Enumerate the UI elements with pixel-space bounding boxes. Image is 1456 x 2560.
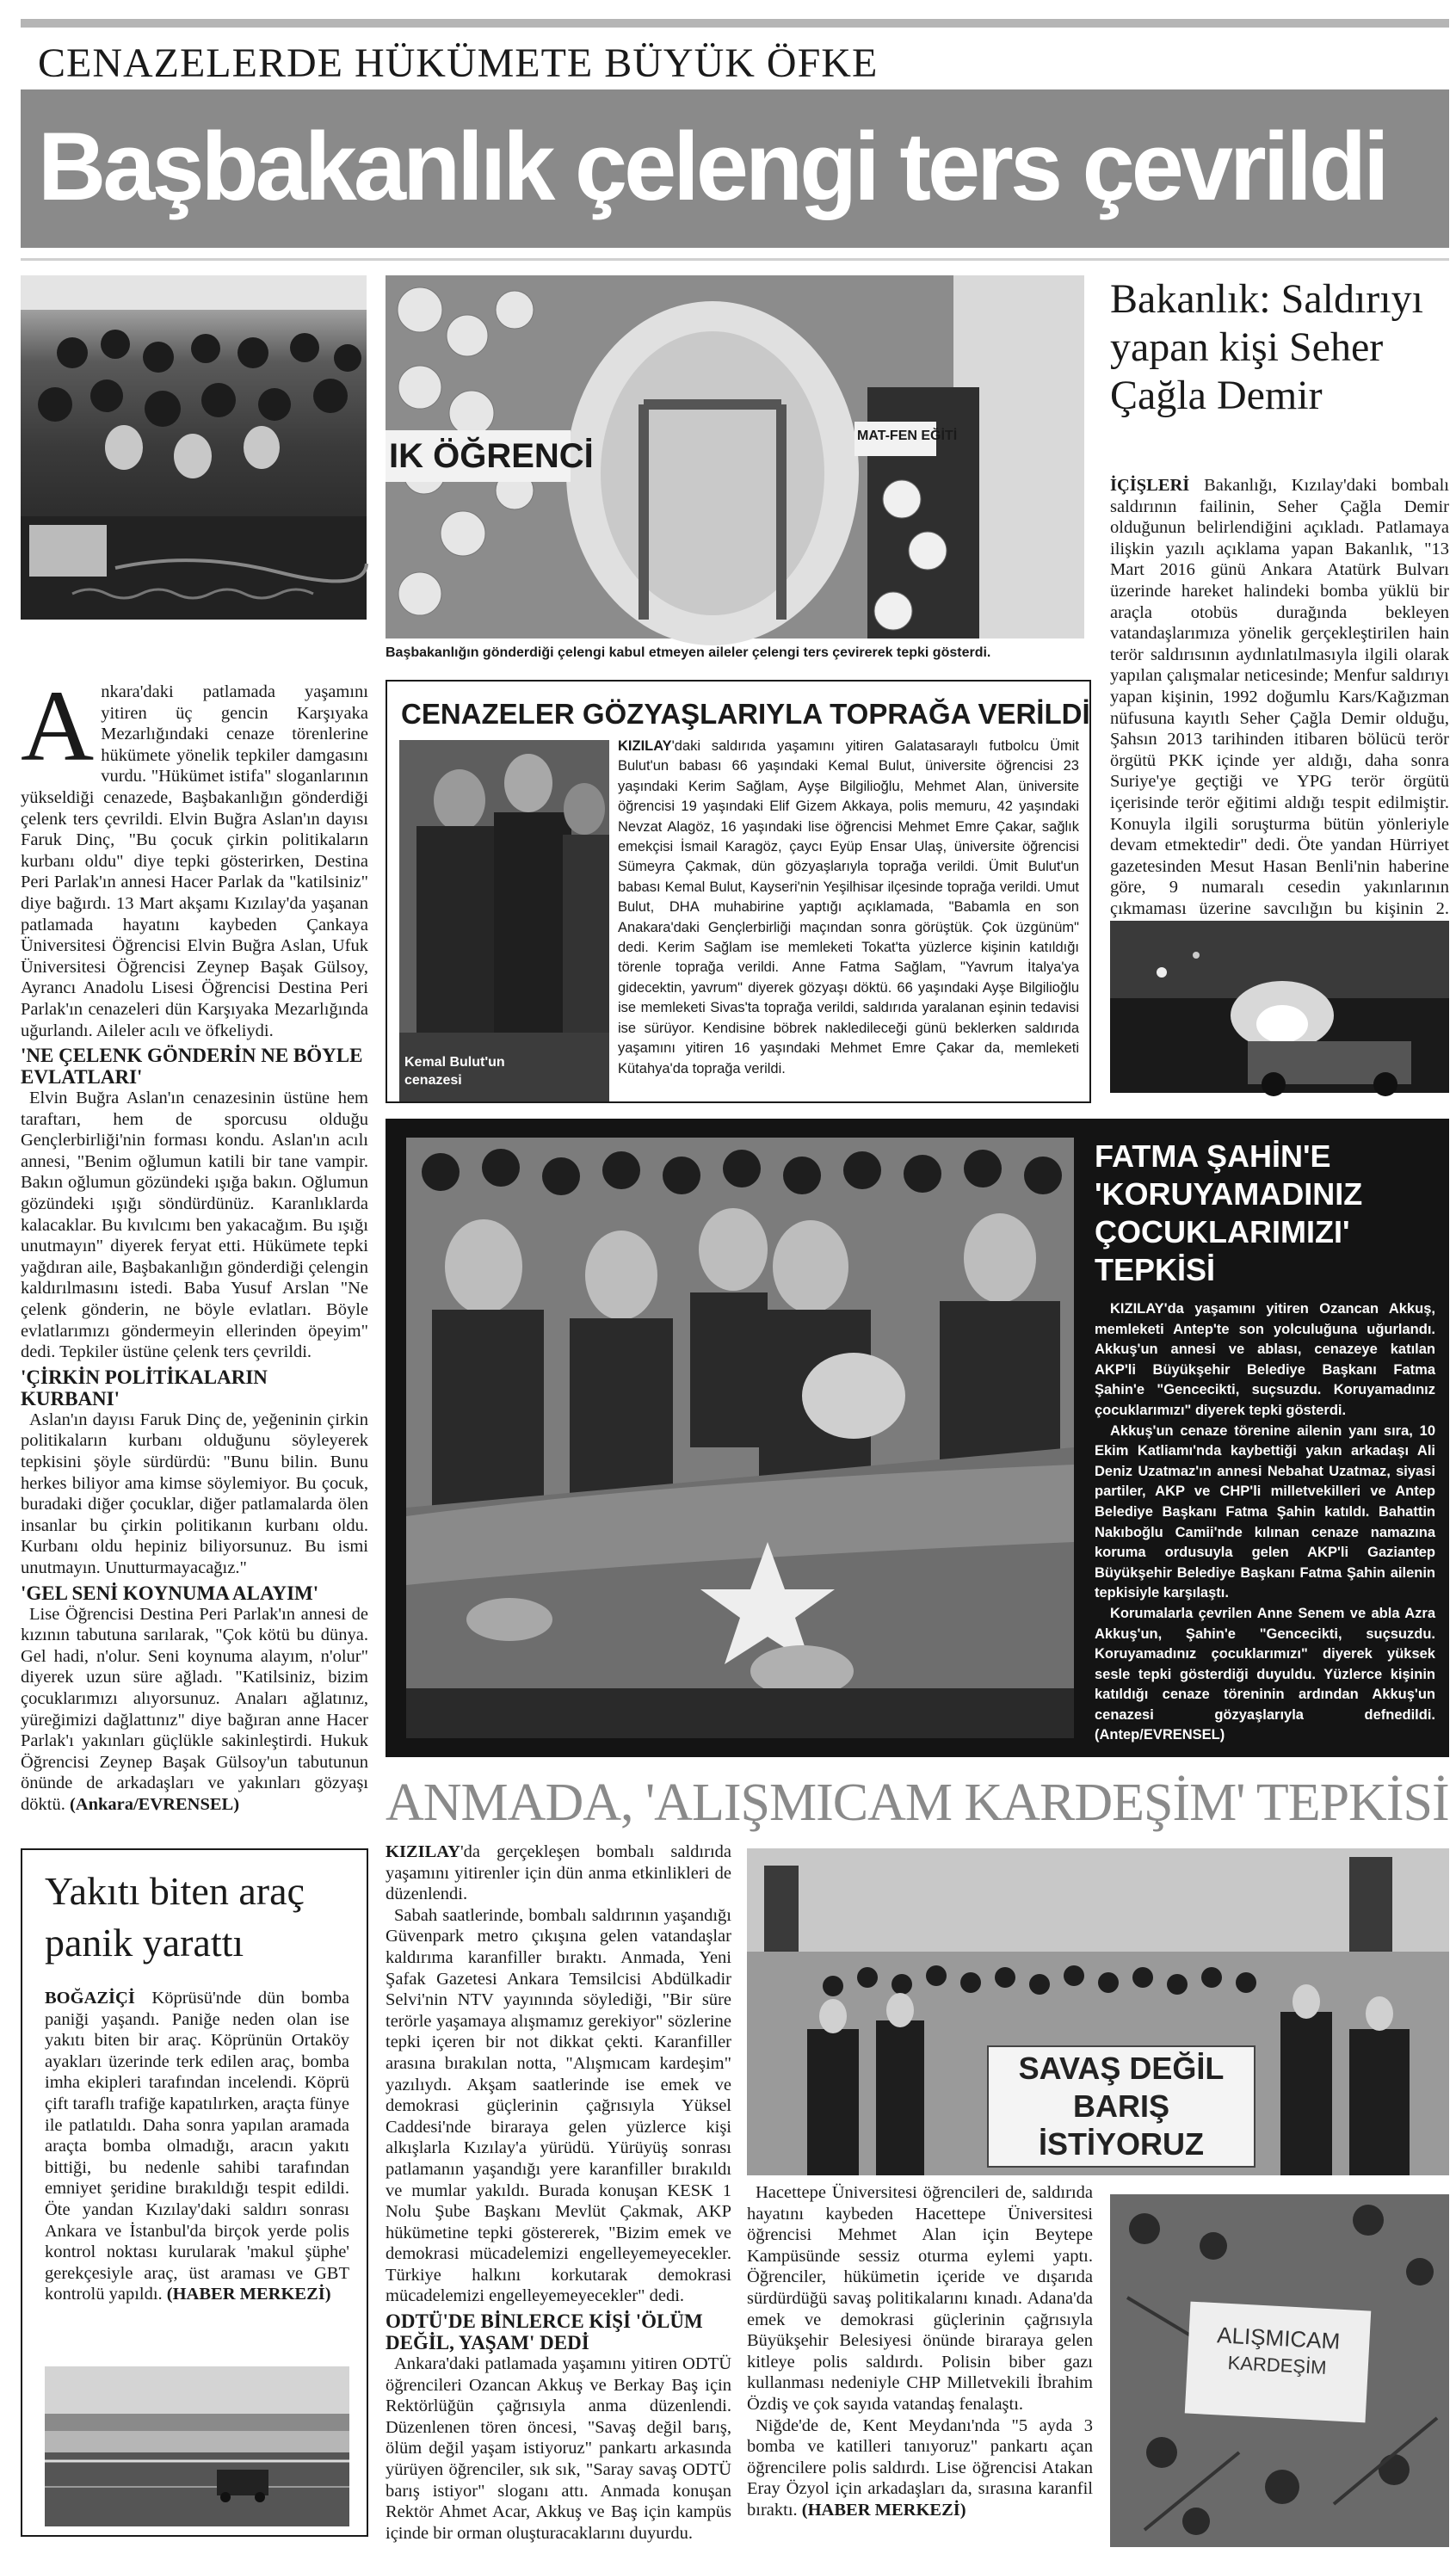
- main-story: [21, 669, 368, 1843]
- fatma-title-l1: FATMA ŞAHİN'E: [1095, 1138, 1331, 1174]
- note-line2: KARDEŞİM: [1227, 2351, 1328, 2378]
- fatma-title-l2: 'KORUYAMADINIZ: [1095, 1176, 1363, 1212]
- fatma-title: [1095, 1138, 1435, 1289]
- anmada-p5: Niğde'de de, Kent Meydanı'nda "5 ayda 3 bomba ve katilleri tanıyoruz" pankartı açan öğrencilere polis saldırdı. Lise öğrencisi Atakan Eray Özyol için arkadaşları da, sırasına karanfil bıraktı.: [747, 2415, 1093, 2520]
- photo-note: [1110, 2194, 1449, 2547]
- bakanlik-lead: İÇİŞLERİ: [1110, 476, 1190, 495]
- yakit-sign: (HABER MERKEZİ): [166, 2285, 331, 2304]
- kemal-caption: Kemal Bulut'un cenazesi: [404, 1055, 505, 1088]
- fatma-p3: Korumalarla çevrilen Anne Senem ve abla Azra Akkuş'un, Şahin'e "Gencecikti, suçsuzdu. Koruyamadınız çocuklarımızı" diyerek yüksek sesle tepki gösterdiği duyuldu. Yüzlerce kişinin katıldığı cenaze töreninin ardından Akkuş'un cenazesi gözyaşlarıyla defnedildi.: [1095, 1605, 1435, 1723]
- yakit-box: [21, 1848, 368, 2537]
- cenazeler-lead: KIZILAY: [618, 738, 672, 754]
- fatma-box: [386, 1119, 1449, 1757]
- dropcap: A: [21, 669, 95, 782]
- anmada-title: ANMADA, 'ALIŞMICAM KARDEŞİM' TEPKİSİ: [386, 1773, 1449, 1832]
- anmada-lead: KIZILAY: [386, 1842, 460, 1861]
- fatma-p2: Akkuş'un cenaze törenine ailenin yanı sıra, 10 Ekim Katliamı'nda kaybettiği yakın arkadaşı Ali Deniz Uzatmaz'ın annesi Nebahat Uzatmaz, siyasi partiler, AKP ve CHP'li milletvekilleri ve Antep Belediye Başkanı Fatma Şahin katıldı. Bahattin Nakıboğlu Camii'nde kılınan cenaze namazına koruma ordusuyla gelen AKP'li Gaziantep Büyükşehir Belediye Başkanı Fatma Şahin ailenin tepkisiyle karşılaştı.: [1095, 1422, 1435, 1601]
- bakanlik-body-text: Bakanlığı, Kızılay'daki bombalı saldırının failinin, Seher Çağla Demir olduğunun belirlendiğini açıkladı. Patlamaya ilişkin yazılı açıklama yapan Bakanlık, "13 Mart 2016 günü Ankara Atatürk Bulvarı üzerinde hareket halindeki bomba yüklü bir araçla otobüs durağında bekleyen vatandaşlarımıza yönelik gerçekleştirilen hain terör saldırısının aydınlatılmasıyla ilgili olarak yapılan çalışmalar neticesinde; Menfur saldırıyı yapan kişinin, 1992 doğumlu Kars/Kağızman nüfusuna kayıtlı Seher Çağla Demir olduğu, Şahsın 2013 tarihinden itibaren bölücü terör örgütü PKK içinde yer aldığı, daha sonra Suriye'ye geçtiği ve YPG terör örgütü içerisinde terör eğitimi aldığı tespit edilmiştir. Konuyla ilgili soruşturma bütün yönleriyle devam etmektedir" dedi. Öte yandan Hürriyet gazetesinden Mesut Hasan Benli'nin haberine göre, 9 numaralı cesedin yakınlarının çıkmaması üzerine savcılığın bu kişinin 2.: [1110, 476, 1449, 918]
- main-p1: nkara'daki patlamada yaşamını yitiren üç gencin Karşıyaka Mezarlığındaki cenaze törenlerine hükümete yönelik tepkiler damgasını vurdu. "Hükümet istifa" sloganlarının yükseldiği cenazede, Başbakanlığın gönderdiği çelenk ters çevrildi. Elvin Buğra Aslan'ın dayısı Faruk Dinç, "Bu çocuk çirkin politikaların kurbanı oldu" diye tepki gösterirken, Destina Peri Parlak'ın annesi Hacer Parlak da "katilsiniz" diye bağırdı. 13 Mart akşamı Kızılay'da yaşanan patlamada hayatını kaybeden Çankaya Üniversitesi Öğrencisi Elvin Buğra Aslan, Ufuk Üniversitesi Öğrencisi Zeynep Başak Gülsoy, Ayrancı Anadolu Lisesi Öğrencisi Destina Peri Parlak'ın cenazeleri dün Karşıyaka Mezarlığında uğurlandı. Aileler acılı ve öfkeliydi.: [21, 682, 368, 1040]
- anmada-p5-wrap: [747, 2415, 1093, 2521]
- banner-line1: SAVAŞ DEĞİL: [1018, 2051, 1225, 2086]
- photo-burning-car: [1110, 921, 1449, 1093]
- photo-mourners: [21, 275, 367, 620]
- photo-kemal-bulut: [399, 740, 609, 1101]
- wreath-ribbon-right: MAT-FEN EĞİTİ: [857, 429, 958, 443]
- banner-line3: İSTİYORUZ: [1038, 2126, 1204, 2162]
- main-sub2: 'ÇİRKİN POLİTİKALARIN KURBANI': [21, 1366, 268, 1410]
- anmada-sign: (HABER MERKEZİ): [801, 2500, 966, 2520]
- bridge-illustration: [45, 2366, 349, 2526]
- anmada-p3: Ankara'daki patlamada yaşamını yitiren ODTÜ öğrencileri Ozancan Akkuş ve Berkay Baş için Rektörlüğün çağrısıyla anma düzenlendi. Düzenlenen tören öncesi, "Savaş değil barış, ölüm değil yaşam istiyoruz" pankartı arkasında yürüyen öğrenciler, sık sık, "Saray savaş ODTÜ barış istiyor" sloganı attı. Anmada konuşan Rektör Ahmet Acar, Akkuş ve Baş için kampüs içinde bir orman oluşturacaklarını duyurdu.: [386, 2354, 731, 2543]
- yakit-body: [45, 1988, 349, 2349]
- note-line1: ALIŞMICAM: [1216, 2322, 1341, 2354]
- funeral-flag-illustration: [406, 1138, 1074, 1738]
- main-sign: (Ankara/EVRENSEL): [69, 1794, 240, 1814]
- bakanlik-body: [1110, 475, 1449, 918]
- anmada-col1: [386, 1841, 731, 2547]
- anmada-col2: [747, 2182, 1093, 2547]
- anmada-p1-wrap: [386, 1841, 731, 1905]
- main-p4: [21, 1604, 368, 1816]
- banner: [990, 2050, 1253, 2163]
- banner-line2: BARIŞ: [1072, 2088, 1169, 2124]
- note-text: [1194, 2319, 1360, 2383]
- cenazeler-title: CENAZELER GÖZYAŞLARIYLA TOPRAĞA VERİLDİ: [401, 698, 1090, 730]
- header-bottom-rule: [21, 258, 1449, 261]
- top-rule: [21, 19, 1449, 28]
- headline: Başbakanlık çelengi ters çevrildi: [38, 113, 1386, 220]
- burning-car-illustration: [1110, 921, 1449, 1093]
- fatma-p3-wrap: [1095, 1604, 1435, 1746]
- cenazeler-box: [386, 680, 1091, 1103]
- bakanlik-text: [1110, 475, 1449, 962]
- photo-bridge: [45, 2366, 349, 2526]
- mourners-illustration: [21, 275, 367, 620]
- yakit-text: [45, 1988, 349, 2305]
- anmada-sub: ODTÜ'DE BİNLERCE KİŞİ 'ÖLÜM DEĞİL, YAŞAM' DEDİ: [386, 2310, 703, 2354]
- kicker: CENAZELERDE HÜKÜMETE BÜYÜK ÖFKE: [38, 40, 879, 86]
- cenazeler-body-text: 'daki saldırıda yaşamını yitiren Galatasaraylı futbolcu Ümit Bulut'un babası 66 yaşındaki Kemal Bulut, üniversite öğrencisi 23 yaşındaki Kerim Sağlam, Ayşe Bilgilioğlu, Mehmet Alan, üniversite öğrencisi 19 yaşındaki Elif Gizem Akkaya, polis memuru, 42 yaşındaki Nevzat Alagöz, 16 yaşındaki lise öğrencisi Mehmet Emre Çakar, sağlık emekçisi İsmail Karagöz, çaycı Eyüp Ensar Ulaş, üniversite öğrencisi Sümeyra Çakmak, dün gözyaşlarıyla toprağa verildi. Ümit Bulut'un babası Kemal Bulut, Kayseri'nin Yeşilhisar ilçesinde toprağa verildi. Umut Bulut, DHA muhabirine yaptığı açıklamada, "Babamla en son Anakara'daki Gençlerbirliği maçından sonra görüştük. Çok üzgünüm" dedi. Kerim Sağlam ise memleketi Tokat'ta yüzlerce kişinin katıldığı törenle toprağa verildi. Anne Fatma Sağlam, "Yavrum İtalya'ya gidecektin, yavrum" diyerek gözyaşı döktü. 66 yaşındaki Ayşe Bilgilioğlu ise memleketi Sivas'ta toprağa verildi, saldırıda yaralanan eşinin tedavisi ise sürüyor. Kendisine böbrek nakledileceği günü beklerken saldırıda yaşamını yitiren 16 yaşındaki Mehmet Emre Çakar da, memleketi Kütahya'da toprağa verildi.: [618, 738, 1079, 1076]
- yakit-body-text: Köprüsü'nde dün bomba paniği yaşandı. Paniğe neden olan ise yakıtı biten bir araç. Köprünün Ortaköy ayakları üzerinde terk edilen araç, bomba imha ekipleri tarafından incelendi. Köprü çift taraflı trafiğe kapatılırken, araçta fünye ile patlatıldı. Daha sonra yapılan aramada araçta bomba olmadığı, aracın yakıtı bittiği, bu nedenle sahibi tarafından emniyet şeridine bırakıldığı tespit edildi. Öte yandan Kızılay'daki saldırı sonrası Ankara ve İstanbul'da birçok yerde polis kontrol noktası kurularak 'makul şüphe' gerekçesiyle araç, üst araması ve GBT kontrolü yapıldı.: [45, 1989, 349, 2304]
- yakit-title: Yakıtı biten araç panik yarattı: [45, 1869, 305, 1965]
- photo-funeral-flag: [406, 1138, 1074, 1738]
- main-p4-text: Lise Öğrencisi Destina Peri Parlak'ın annesi de kızının tabutuna sarılarak, "Çok kötü bu dünya. Gel hadi, n'olur. Seni koynuma alayım, n'olur" diyerek uzun süre ağladı. "Katilsiniz, bizim çocuklarımızı alıyorsunuz. Anaları ağlatınız, yüreğimizi dağlattınız" diye bağıran anne Hacer Parlak'ı yakınları güçlükle sakinleştirdi. Hukuk Öğrencisi Zeynep Başak Gülsoy'un tabutunun önünde de arkadaşları ve yakınları gözyaşı döktü.: [21, 1604, 368, 1814]
- anmada-p2: Sabah saatlerinde, bombalı saldırının yaşandığı Güvenpark metro çıkışına gelen vatandaşlar kaldırıma karanfiller bıraktı. Anmada, Yeni Şafak Gazetesi Ankara Temsilcisi Abdülkadir Selvi'nin NTV yayınında söylediği, "Bir süre terörle yaşamaya alışmamız gerekiyor" sözlerine tepki içeren bir not dikkat çekti. Karanfiller arasına bırakılan notta, "Alışmıcam kardeşim" yazılıydı. Akşam saatlerinde ise emek ve demokrasi güçlerinin çağrısıyla Yüksel Caddesi'nde biraraya gelen yüzlerce kişi alkışlarla Kızılay'a yürüdü. Yürüyüş sonrası patlamanın yaşandığı yere karanfiller bırakıldı ve mumlar yakıldı. Burada konuşan KESK 1 Nolu Şube Başkanı Mevlüt Çakmak, AKP hükümetine tepki göstererek, "Bizim emek ve demokrasi mücadelemizi engelleyemeyecekler. Türkiye halkını korkutarak demokrasi mücadelemizi engelleyemeyecekler" dedi.: [386, 1905, 731, 2306]
- main-p2: Elvin Buğra Aslan'ın cenazesinin üstüne hem taraftarı, hem de sporcusu olduğu Gençlerbirliği'nin forması kondu. Aslan'ın acılı annesi, "Benim oğlumun katili bir tane vampir. Bakın oğlumun gözündeki ışığa bakın. Oğlumun gözündeki ışığı söndürdünüz. Karanlıklarda kalacaklar. Bu kıvılcımı ben yakacağım. Bu ışığı unutmayın" diyerek feryat etti. Hükümete tepki yağdıran aile, Başbakanlığın gönderdiği çelengin kaldırılmasını istedi. Baba Yusuf Arslan "Ne çelenk gönderin, ne böyle evlatları. Böyle evlatlarımızı göndermeyin ellerinden öpeyim" dedi. Tepkiler üstüne çelenk ters çevrildi.: [21, 1089, 368, 1362]
- anmada-p4: Hacettepe Üniversitesi öğrencileri de, saldırıda hayatını kaybeden Hacettepe Üniversitesi öğrencisi Mehmet Alan için Beytepe Kampüsünde sessiz oturma eylemi yaptı. Öğrenciler, hükümetin içeride ve dışarıda sürdürdüğü savaş politikalarını kınadı. Adana'da emek ve demokrasi güçlerinin çağrısıyla Büyükşehir Belesiyesi önünde biraraya gelen kitleye polis saldırdı. Polisin biber gazı kullanması nedeniyle CHP Milletvekili İbrahim Özdiş ve çok sayıda vatandaş fenalaştı.: [747, 2183, 1093, 2414]
- fatma-sign: (Antep/EVRENSEL): [1095, 1727, 1225, 1743]
- anmada-p1: 'da gerçekleşen bombalı saldırıda yaşamını yitirenler için dün anma etkinlikleri de düzenlendi.: [386, 1842, 731, 1904]
- wreath-ribbon-left: IK ÖĞRENCİ: [389, 437, 594, 475]
- kemal-illustration: [399, 740, 609, 1101]
- cenazeler-body: [618, 737, 1079, 1098]
- fatma-title-l3: ÇOCUKLARIMIZI': [1095, 1214, 1350, 1249]
- photo-march: [747, 1848, 1449, 2175]
- fatma-body: [1095, 1299, 1435, 1747]
- main-sub3: 'GEL SENİ KOYNUMA ALAYIM': [21, 1582, 319, 1604]
- wreath-caption: Başbakanlığın gönderdiği çelengi kabul etmeyen aileler çelengi ters çevirerek tepki gösterdi.: [386, 645, 991, 660]
- main-p3: Aslan'ın dayısı Faruk Dinç de, yeğeninin çirkin politikaların kurbanı olduğunu söyleyerek tepkisini şöyle sürdürdü: "Bunu bilin. Bunu herkes biliyor ama kimse söylemiyor. Bu çocuk, buradaki diğer çocuklar, diğer patlamalarda ölen insanlar bu çirkin politikanın kurbanı oldu. Kurbanı oldu hepiniz biliyorsunuz. Bu ismi unutmayın. Unutturmayacağız.": [21, 1410, 368, 1577]
- fatma-p1: KIZILAY'da yaşamını yitiren Ozancan Akkuş, memleketi Antep'te son yolculuğuna uğurlandı. Akkuş'un annesi ve ablası, cenazeye katılan AKP'li Büyükşehir Belediye Başkanı Fatma Şahin'e "Gencecikti, suçsuzdu. Koruyamadınız çocuklarımızı" diyerek tepki gösterdi.: [1095, 1301, 1435, 1418]
- fatma-title-l4: TEPKİSİ: [1095, 1252, 1216, 1287]
- photo-wreath: [386, 275, 1084, 638]
- yakit-lead: BOĞAZİÇİ: [45, 1989, 135, 2008]
- bakanlik-title: Bakanlık: Saldırıyı yapan kişi Seher Çağla Demir: [1110, 276, 1423, 418]
- headline-bar: [21, 89, 1449, 248]
- cenazeler-text: [618, 737, 1079, 1079]
- main-sub1: 'NE ÇELENK GÖNDERİN NE BÖYLE EVLATLARI': [21, 1045, 363, 1089]
